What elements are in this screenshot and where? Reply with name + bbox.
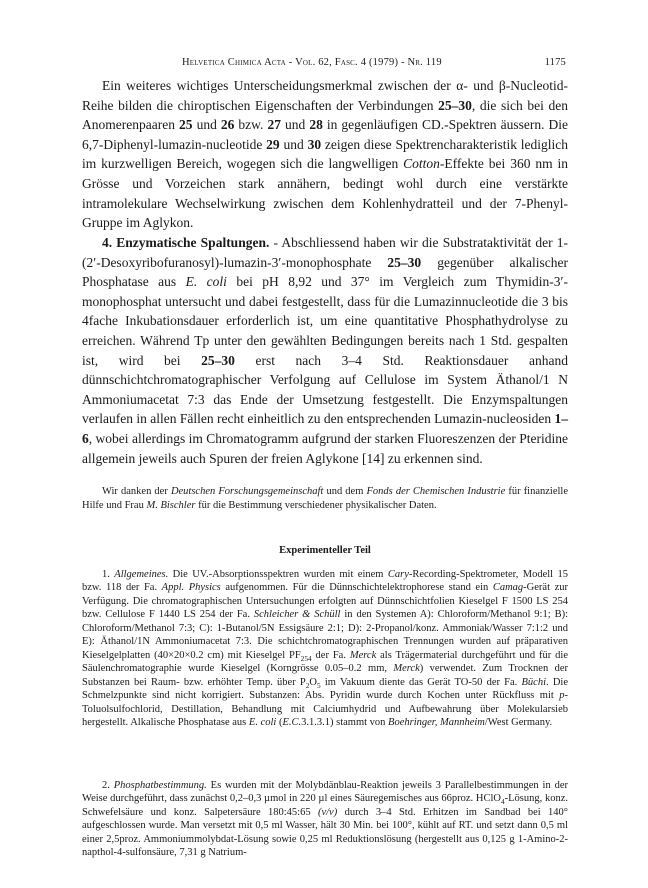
compound-ref: 26 bbox=[220, 117, 235, 133]
funder-name: Fonds der Chemischen Industrie bbox=[366, 486, 506, 497]
journal-citation: Helvetica Chimica Acta - Vol. 62, Fasc. 4 (1979) - Nr. 119 bbox=[182, 57, 442, 68]
acknowledgement: Wir danken der Deutschen Forschungsgemeinschaft und dem Fonds der Chemischen Industrie für finanzielle Hilfe und Frau M. Bischler für die Bestimmung verschiedener physikalischer Daten. bbox=[82, 486, 568, 511]
page-number: 1175 bbox=[544, 57, 566, 68]
compound-ref: 29 bbox=[266, 136, 280, 152]
person-name: M. Bischler bbox=[146, 499, 196, 511]
experimental-section-title: Experimenteller Teil bbox=[279, 545, 371, 556]
compound-ref: 25–30 bbox=[438, 97, 472, 113]
experimental-phosphate-determination: 2. Phosphatbestimmung. Es wurden mit der Molybdänblau-Reaktion jeweils 3 Parallelbestimmungen in der Weise durchgeführt, dass zunächst 0,2–0,3 µmol in 220 µl eines Säuregemisches aus 66proz. HClO$_4$-Lösung, konz. Schwefelsäure und konz. Salpetersäure 180:45:65 (v/v) durch 3–4 Std. Erhitzen im Sandbad bei 140° aufgeschlossen wurde. Man versetzt mit 0,5 ml Wasser, hält 30 Min. bei 100°, kühlt auf RT. und setzt dann 0,5 ml einer 2,5proz. Ammoniummolybdat-Lösung sowie 0,25 ml Reduktionslösung (hergestellt aus 0,125 g 1-Amino-2-napthol-4-sulfonsäure, 7,31 g Natrium- bbox=[82, 780, 568, 859]
experimental-general: 1. Allgemeines. Die UV.-Absorptionsspektren wurden mit einem Cary-Recording-Spektrometer, Modell 15 bzw. 118 der Fa. Appl. Physics aufgenommen. Für die Dünnschichtelektrophorese stand ein Camag-Gerät zur Verfügung. Die chromatographischen Untersuchungen erfolgten auf Dünnschichtfolien Kieselgel F 1500 LS 254 bzw. Cellulose F 1440 LS 254 der Fa. Schleicher & Schüll in den Systemen A): Chloroform/Methanol 9:1; B): Chloroform/Methanol 7:3; C): 1-Butanol/5N Essigsäure 2:1; D): 2-Propanol/konz. Ammoniak/Wasser 7:1:2 und E): Äthanol/1N Ammoniumacetat 7:3. Die schichtchromatographischen Trennungen wurden auf präparativen Kieselgelplatten (40×20×0.2 cm) mit Kieselgel $PF_{254}$ der Fa. Merck als Trägermaterial durchgeführt und für die Säulenchromatographie wurde Kieselgel (Korngrösse 0.05–0.2 mm, Merck) verwendet. Zum Trocknen der Substanzen bei Raum- bzw. erhöhter Temp. über $P_2O_5$ im Vakuum diente das Gerät TO-50 der Fa. Büchi. Die Schmelzpunkte sind nicht korrigiert. Substanzen: Abs. Pyridin wurde durch Kochen unter Rückfluss mit p-Toluolsulfochlorid, Destillation, Behandlung mit Calciumhydrid und Aufbewahrung über Molekularsieb hergestellt. Alkalische Phosphatase aus E. coli (E.C.3.1.3.1) stammt von Boehringer, Mannheim/West Germany. bbox=[82, 569, 569, 728]
subsection-heading: Allgemeines. bbox=[114, 569, 169, 580]
running-head bbox=[82, 57, 566, 71]
subsection-heading: Phosphatbestimmung. bbox=[113, 780, 207, 791]
compound-ref: 27 bbox=[267, 117, 281, 133]
compound-ref: 25–30 bbox=[201, 352, 235, 368]
compound-ref: 30 bbox=[307, 136, 322, 152]
section-heading: 4. Enzymatische Spaltungen. bbox=[102, 235, 270, 250]
body-paragraph-cd-spectra: Ein weiteres wichtiges Unterscheidungsmerkmal zwischen der α- und β-Nucleotid-Reihe bilden die chiroptischen Eigenschaften der Verbindungen 25–30, die sich bei den Anomerenpaaren 25 und 26 bzw. 27 und 28 in gegenläufigen CD.-Spektren äussern. Die 6,7-Diphenyl-lumazin-nucleotide 29 und 30 zeigen diese Spektrencharakteristik lediglich im kurzwelligen Bereich, wogegen sich die langwelligen Cotton-Effekte bei 360 nm in Grösse und Vorzeichen stark annähern, bedingt wohl durch eine verstärkte intramolekulare Wechselwirkung zwischen dem Kohlenhydratteil und der 7-Phenyl-Gruppe im Aglykon. bbox=[82, 78, 569, 231]
compound-ref: 25–30 bbox=[387, 254, 422, 270]
species-name: E. coli bbox=[185, 274, 227, 290]
compound-ref: 28 bbox=[309, 117, 323, 133]
italic-term: Cotton bbox=[403, 156, 440, 172]
compound-ref: 1–6 bbox=[82, 411, 568, 446]
funder-name: Deutschen Forschungsgemeinschaft bbox=[170, 486, 324, 497]
body-paragraph-enzymatic-cleavage: 4. Enzymatische Spaltungen. - Abschliessend haben wir die Substrataktivität der 1-(2′-Desoxyribofuranosyl)-lumazin-3′-monophosphate 25–30 gegenüber alkalischer Phosphatase aus E. coli bei pH 8,92 und 37° im Vergleich zum Thymidin-3′-monophosphat untersucht und dabei festgestellt, dass für die Lumazinnucleotide die 3 bis 4fache Inkubationsdauer erforderlich ist, um eine quantitative Phosphathydrolyse zu erreichen. Während Tp unter den gewählten Bedingungen bereits nach 1 Std. gespalten ist, wird bei 25–30 erst nach 3–4 Std. Reaktionsdauer anhand dünnschichtchromatographischer Verfolgung auf Cellulose im System Äthanol/1 N Ammoniumacetat 7:3 das Ende der Umsetzung festgestellt. Die Enzymspaltungen verlaufen in allen Fällen recht einheitlich zu den entsprechenden Lumazin-nucleosiden 1–6, wobei allerdings im Chromatogramm aufgrund der starken Fluoreszenzen der Pteridine allgemein jeweils auch Spuren der freien Aglykone [14] zu erkennen sind. bbox=[82, 235, 568, 466]
compound-ref: 25 bbox=[179, 117, 193, 133]
